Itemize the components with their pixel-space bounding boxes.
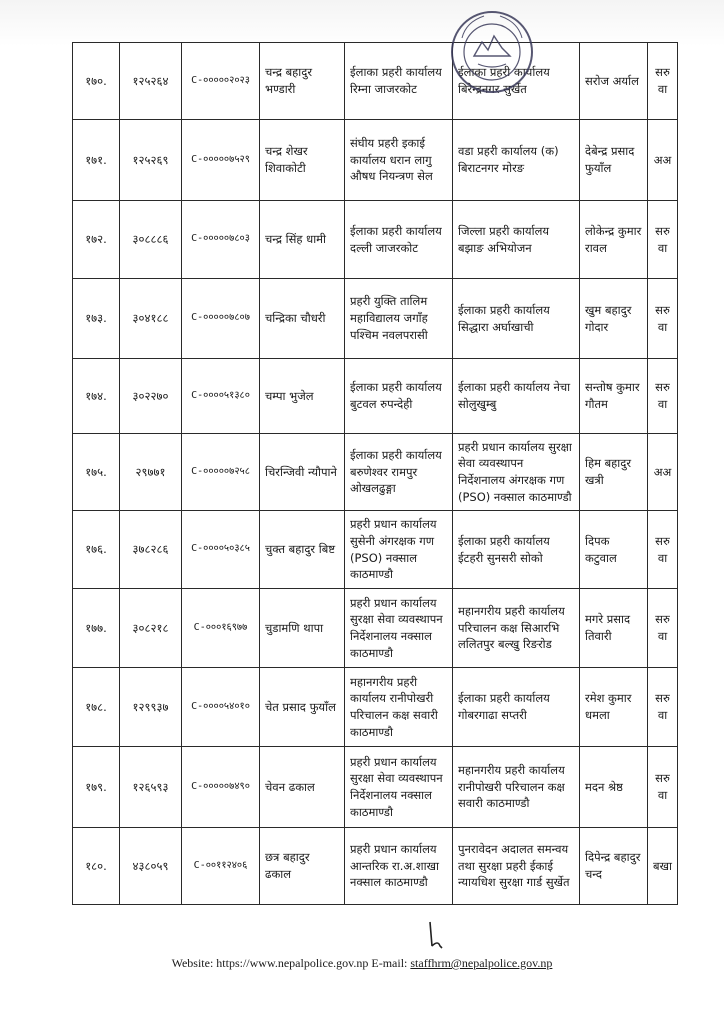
cell-status: अअ [648, 120, 678, 201]
table-row [73, 434, 678, 511]
table-row [73, 511, 678, 589]
cell-sn: १७५. [73, 434, 120, 511]
cell-code: C-०००००७२५८ [182, 434, 260, 511]
cell-id: ३०८८८६ [120, 201, 182, 279]
cell-sn: १७०. [73, 43, 120, 120]
cell-status: सरुवा [648, 43, 678, 120]
cell-status: सरुवा [648, 589, 678, 668]
cell-sn: १७९. [73, 747, 120, 828]
cell-name: चन्द्र सिंह धामी [260, 201, 345, 279]
office-seal-icon [448, 8, 536, 96]
cell-code: C-०००००७८०७ [182, 279, 260, 359]
table-row [73, 43, 678, 120]
table-row [73, 120, 678, 201]
cell-code: C-०००१६९७७ [182, 589, 260, 668]
cell-name: चन्द्रिका चौधरी [260, 279, 345, 359]
cell-supervisor: सन्तोष कुमार गौतम [580, 359, 648, 434]
cell-id: १२५२६४ [120, 43, 182, 120]
cell-to: महानगरीय प्रहरी कार्यालय परिचालन कक्ष सिआरभि ललितपुर बल्खु रिङरोड [453, 589, 580, 668]
cell-to: ईलाका प्रहरी कार्यालय गोबरगाढा सप्तरी [453, 668, 580, 747]
cell-name: चेत प्रसाद फुयाँल [260, 668, 345, 747]
cell-status: सरुवा [648, 201, 678, 279]
footer-website: Website: https://www.nepalpolice.gov.np E-mail: [171, 956, 411, 970]
footer-email-link[interactable]: staffhrm@nepalpolice.gov.np [410, 956, 553, 970]
cell-code: C-००००५४०१० [182, 668, 260, 747]
cell-code: C-००००५१३८० [182, 359, 260, 434]
table-row [73, 589, 678, 668]
cell-sn: १७१. [73, 120, 120, 201]
cell-id: ४३८०५९ [120, 828, 182, 905]
cell-sn: १७३. [73, 279, 120, 359]
cell-sn: १७६. [73, 511, 120, 589]
cell-status: सरुवा [648, 511, 678, 589]
cell-code: C-००११२४०६ [182, 828, 260, 905]
cell-sn: १७७. [73, 589, 120, 668]
cell-code: C-०००००७५२९ [182, 120, 260, 201]
page-footer [0, 956, 724, 971]
cell-supervisor: हिम बहादुर खत्री [580, 434, 648, 511]
cell-from: ईलाका प्रहरी कार्यालय बरुणेश्वर रामपुर ओखलढुङ्गा [345, 434, 453, 511]
cell-from: प्रहरी प्रधान कार्यालय आन्तरिक रा.अ.शाखा नक्साल काठमाण्डौ [345, 828, 453, 905]
table-row [73, 668, 678, 747]
cell-code: C-००००५०३८५ [182, 511, 260, 589]
cell-from: ईलाका प्रहरी कार्यालय बुटवल रुपन्देही [345, 359, 453, 434]
cell-name: चुडामणि थापा [260, 589, 345, 668]
table-row [73, 828, 678, 905]
cell-to: महानगरीय प्रहरी कार्यालय रानीपोखरी परिचालन कक्ष सवारी काठमाण्डौ [453, 747, 580, 828]
cell-code: C-०००००२०२३ [182, 43, 260, 120]
cell-from: महानगरीय प्रहरी कार्यालय रानीपोखरी परिचालन कक्ष सवारी काठमाण्डौ [345, 668, 453, 747]
cell-status: सरुवा [648, 359, 678, 434]
cell-id: ३०४१८८ [120, 279, 182, 359]
table-row [73, 279, 678, 359]
cell-name: चेवन ढकाल [260, 747, 345, 828]
cell-id: ३०२२७० [120, 359, 182, 434]
cell-id: १२५२६९ [120, 120, 182, 201]
cell-code: C-०००००७८०३ [182, 201, 260, 279]
table-row [73, 359, 678, 434]
page-top-shadow [0, 0, 724, 46]
cell-supervisor: सरोज अर्याल [580, 43, 648, 120]
cell-to: ईलाका प्रहरी कार्यालय बिरेन्द्रनगर सुर्खेत [453, 43, 580, 120]
cell-name: चन्द्र शेखर शिवाकोटी [260, 120, 345, 201]
cell-supervisor: लोकेन्द्र कुमार रावल [580, 201, 648, 279]
cell-sn: १७४. [73, 359, 120, 434]
cell-supervisor: दिपेन्द्र बहादुर चन्द [580, 828, 648, 905]
cell-sn: १७२. [73, 201, 120, 279]
cell-code: C-०००००७४९० [182, 747, 260, 828]
cell-supervisor: देबेन्द्र प्रसाद फुयाँल [580, 120, 648, 201]
cell-supervisor: मदन श्रेष्ठ [580, 747, 648, 828]
cell-status: अअ [648, 434, 678, 511]
table-row [73, 747, 678, 828]
cell-status: सरुवा [648, 668, 678, 747]
cell-id: ३०८२१८ [120, 589, 182, 668]
cell-status: सरुवा [648, 747, 678, 828]
cell-sn: १७८. [73, 668, 120, 747]
cell-from: प्रहरी प्रधान कार्यालय सुरक्षा सेवा व्यवस्थापन निर्देशनालय नक्साल काठमाण्डौ [345, 589, 453, 668]
cell-to: जिल्ला प्रहरी कार्यालय बझाङ अभियोजन [453, 201, 580, 279]
cell-from: प्रहरी युक्ति तालिम महाविद्यालय जगाँह पश्चिम नवलपरासी [345, 279, 453, 359]
cell-to: ईलाका प्रहरी कार्यालय सिद्धारा अर्घाखाची [453, 279, 580, 359]
cell-from: ईलाका प्रहरी कार्यालय रिम्ना जाजरकोट [345, 43, 453, 120]
table-row [73, 201, 678, 279]
signature-icon [426, 920, 448, 950]
cell-supervisor: रमेश कुमार धमला [580, 668, 648, 747]
cell-to: ईलाका प्रहरी कार्यालय नेचा सोलुखुम्बु [453, 359, 580, 434]
transfer-roster-table [72, 42, 678, 905]
cell-supervisor: खुम बहादुर गोदार [580, 279, 648, 359]
cell-from: प्रहरी प्रधान कार्यालय सुसेनी अंगरक्षक गण (PSO) नक्साल काठमाण्डौ [345, 511, 453, 589]
cell-to: ईलाका प्रहरी कार्यालय ईटहरी सुनसरी सोको [453, 511, 580, 589]
cell-status: बखा [648, 828, 678, 905]
cell-from: प्रहरी प्रधान कार्यालय सुरक्षा सेवा व्यवस्थापन निर्देशनालय नक्साल काठमाण्डौ [345, 747, 453, 828]
cell-name: चिरन्जिवी न्यौपाने [260, 434, 345, 511]
cell-status: सरुवा [648, 279, 678, 359]
cell-id: २९७७१ [120, 434, 182, 511]
cell-from: संघीय प्रहरी इकाई कार्यालय धरान लागु औषध नियन्त्रण सेल [345, 120, 453, 201]
cell-name: चम्पा भुजेल [260, 359, 345, 434]
cell-supervisor: मगरे प्रसाद तिवारी [580, 589, 648, 668]
cell-to: वडा प्रहरी कार्यालय (क) बिराटनगर मोरङ [453, 120, 580, 201]
cell-name: चुक्त बहादुर बिष्ट [260, 511, 345, 589]
cell-sn: १८०. [73, 828, 120, 905]
roster-body [73, 43, 678, 905]
cell-from: ईलाका प्रहरी कार्यालय दल्ली जाजरकोट [345, 201, 453, 279]
cell-name: चन्द्र बहादुर भण्डारी [260, 43, 345, 120]
cell-to: प्रहरी प्रधान कार्यालय सुरक्षा सेवा व्यवस्थापन निर्देशनालय अंगरक्षक गण (PSO) नक्साल काठमाण्डौ [453, 434, 580, 511]
cell-supervisor: दिपक कटुवाल [580, 511, 648, 589]
cell-id: ३७८२८६ [120, 511, 182, 589]
cell-to: पुनरावेदन अदालत समन्वय तथा सुरक्षा प्रहरी ईकाई न्यायधिश सुरक्षा गार्ड सुर्खेत [453, 828, 580, 905]
cell-id: १२९९३७ [120, 668, 182, 747]
cell-id: १२६५९३ [120, 747, 182, 828]
cell-name: छत्र बहादुर ढकाल [260, 828, 345, 905]
